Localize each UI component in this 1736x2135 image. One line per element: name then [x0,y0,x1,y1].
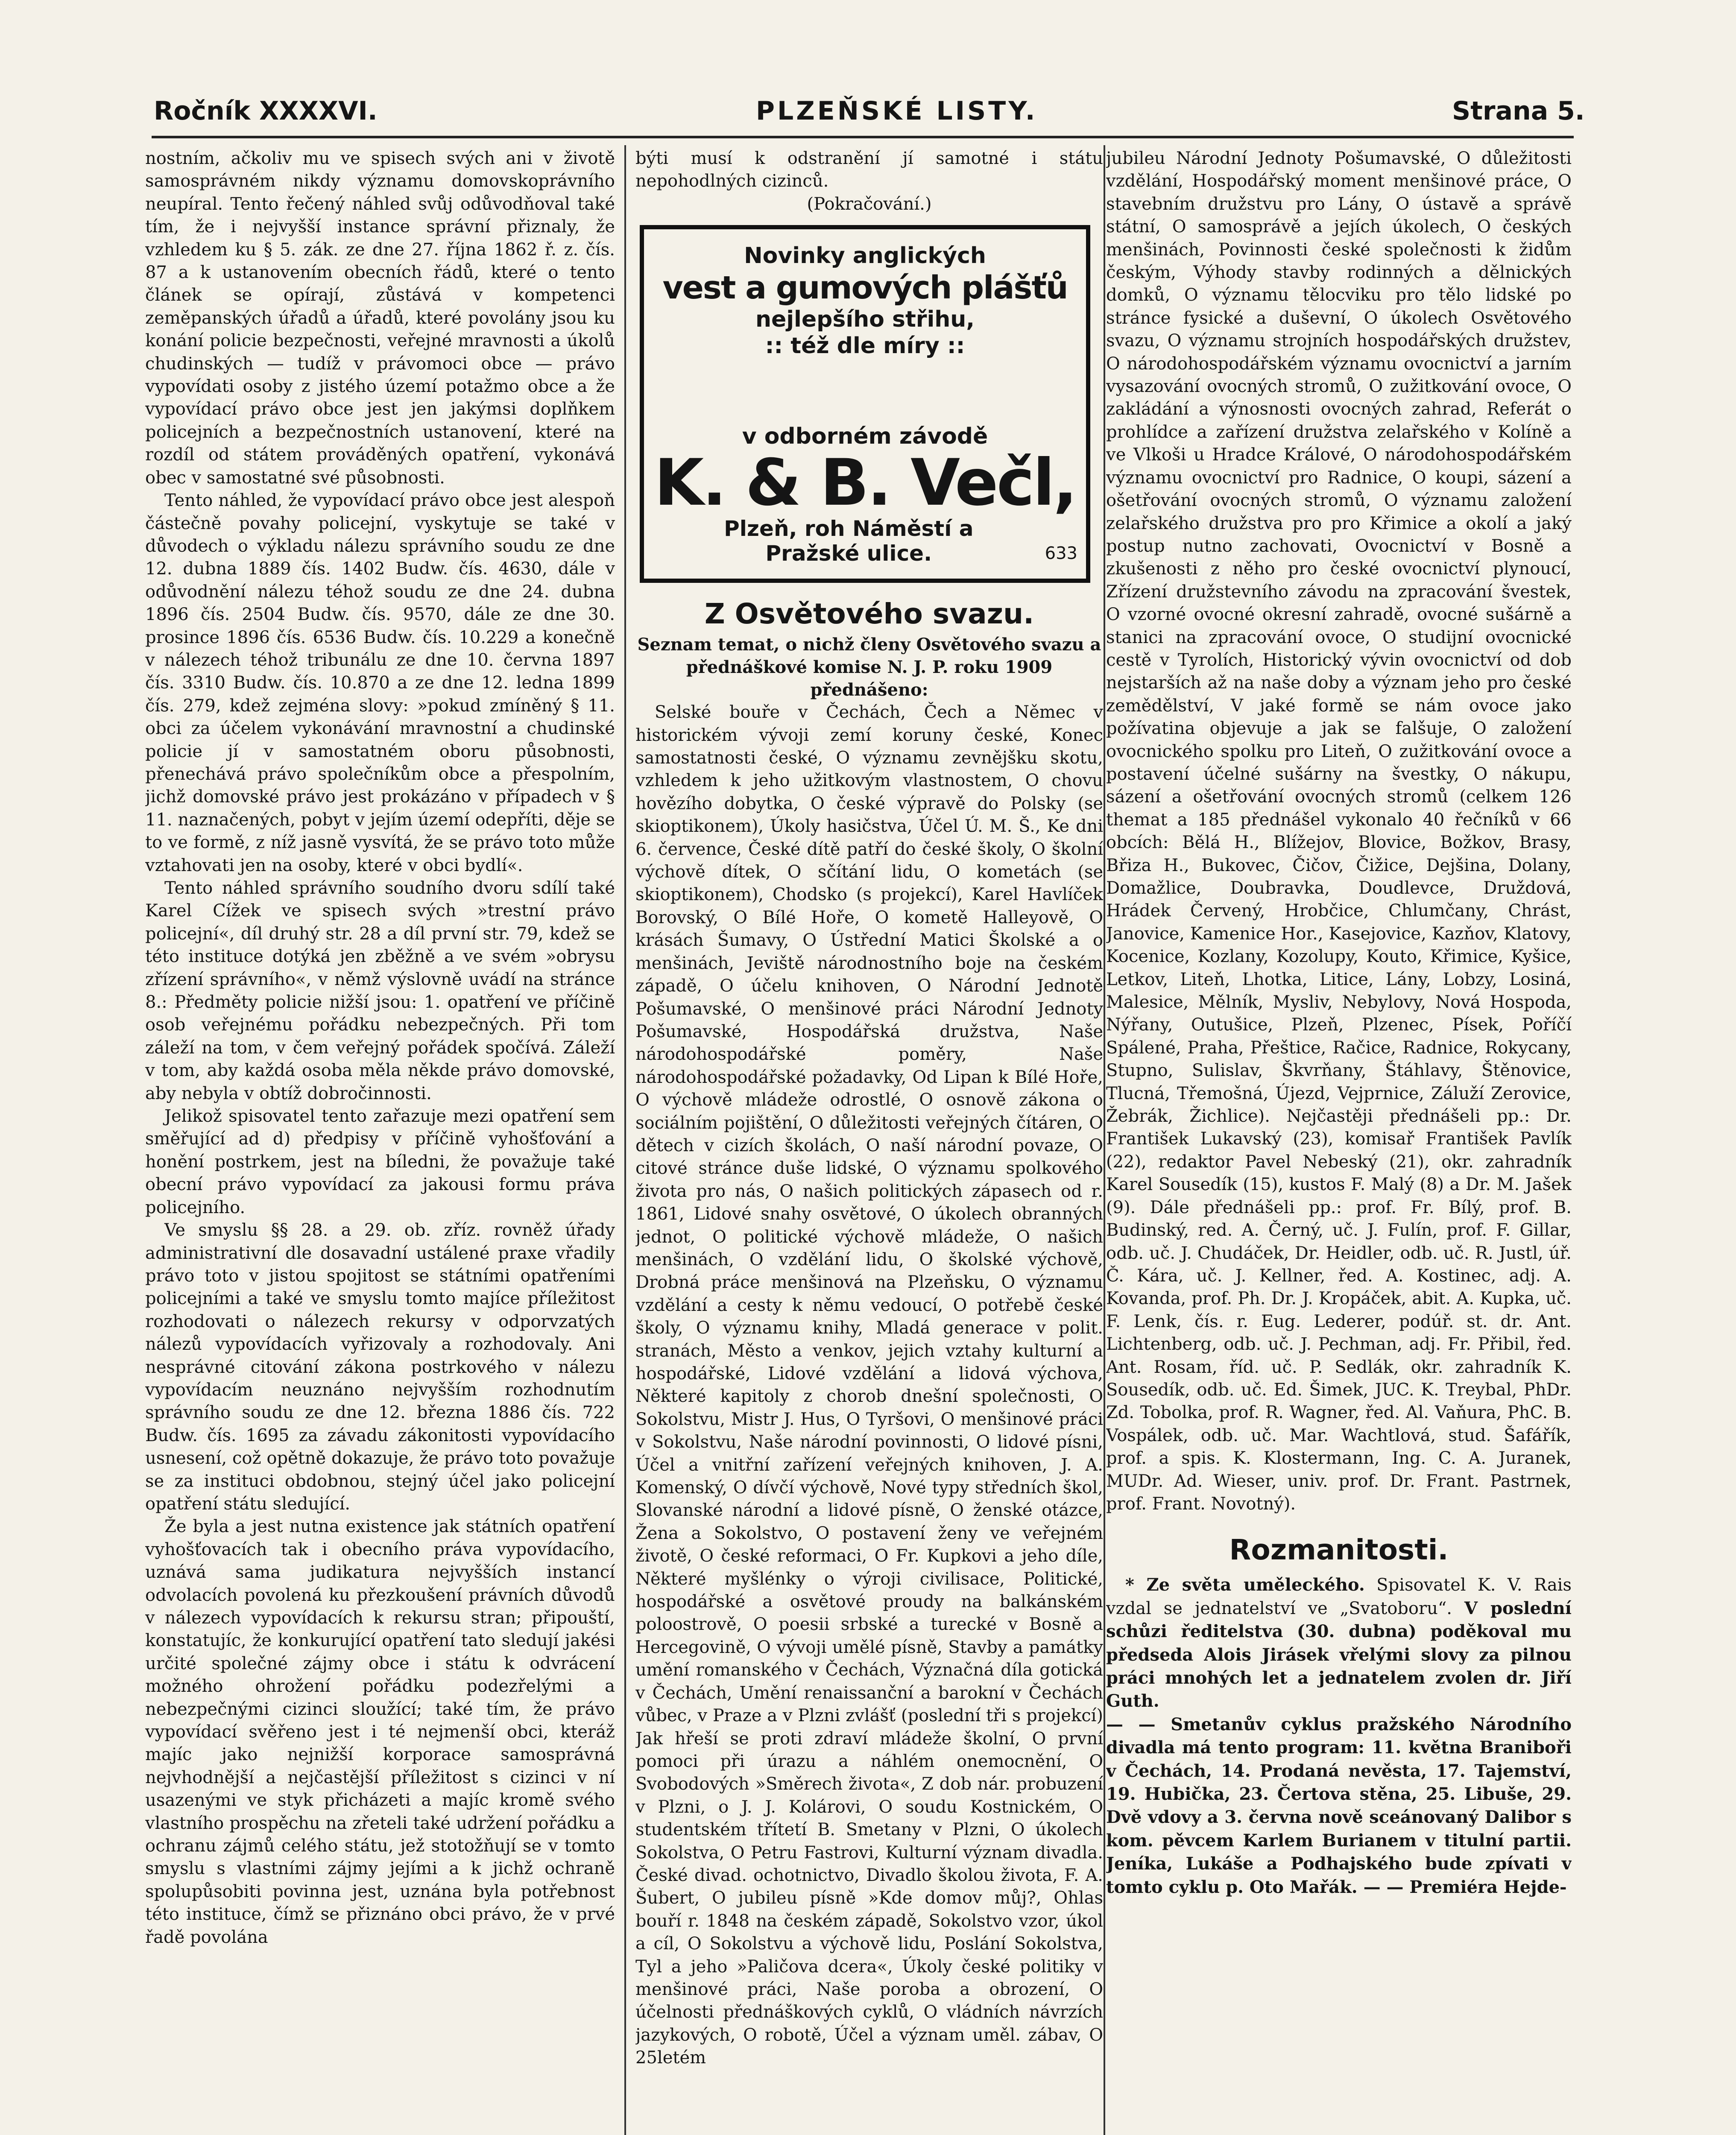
ad-line: nejlepšího střihu, [755,307,975,333]
header-rule [152,136,1574,138]
column-2 [635,147,1103,2135]
ad-line: v odborném závodě [742,424,988,450]
article-paragraph: Tento náhled, že vypovídací právo obce jest alespoň částečně povahy policejní, vyskytuje se také v důvodech o výkladu nálezu správního soudu ze dne 12. dubna 1889 čís. 1402 Budw. čís. 4630, dále v odůvodnění nálezu téhož soudu ze dne 24. dubna 1896 čís. 2504 Budw. čís. 9570, dále ze dne 30. prosince 1896 čís. 6536 Budw. čís. 10.229 a konečně v nálezech téhož tribunálu ze dne 10. června 1897 čís. 3310 Budw. čís. 10.870 a ze dne 12. ledna 1899 čís. 279, kdež zejména slovy: »pokud zmíněný § 11. obci za účelem vykonávání mravnostní a chudinské policie jí v samostatném oboru působnosti, přenechává právo společníkům obce a přespolním, jichž domovské právo jest prokázáno v případech v § 11. naznačených, pobyt v jejím území odepříti, děje se to ve formě, z níž jasně vysvítá, že se právo toto může vztahovati jen na osoby, které v obci bydlí«. [145,491,615,875]
article-paragraph: býti musí k odstranění jí samotné i státu nepohodlných cizinců. [635,149,1103,191]
section-title: Z Osvětového svazu. [704,597,1034,631]
section-subtitle: Seznam temat, o nichž členy Osvětového svazu a přednáškové komise N. J. P. roku 1909 přednášeno: [637,635,1101,700]
section-title-miscellany: Rozmanitosti. [1229,1533,1449,1567]
column-divider-1 [624,145,626,2135]
miscellany-item [1106,1573,1572,1713]
advertisement-box [640,225,1090,583]
ad-headline: vest a gumových plášťů [662,269,1068,307]
article-paragraph: Jelikož spisovatel tento zařazuje mezi opatření sem směřující ad d) předpisy v příčině vyhošťování a honění postrkem, jest na bíledni, že považuje také obecní právo vypovídací za jakousi formu práva policejního. [145,1106,615,1217]
miscellany-text: — — Smetanův cyklus pražského Národního divadla má tento program: 11. května Braniboři v Čechách, 14. Prodaná nevěsta, 17. Tajemství, 19. Hubička, 23. Čertova stěna, 25. Libuše, 29. Dvě vdovy a 3. června nově sceánovaný Dalibor s kom. pěvcem Karlem Burianem v titulní partii. Jeníka, Lukáše a Podhajského bude zpívati v tomto cyklu p. Oto Mařák. — — Premiéra Hejde- [1106,1714,1572,1897]
lecture-topics-list: Selské bouře v Čechách, Čech a Němec v historickém vývoji zemí koruny české, Konec samostatnosti české, O významu zevnějšku skotu, vzhledem k jeho užitkovým vlastnostem, O chovu hovězího dobytka, O české výpravě do Polsky (se skioptikonem), Úkoly hasičstva, Účel Ú. M. Š., Ke dni 6. července, České dítě patří do české školy, O školní výchově dítek, O sčítání lidu, O kometách (se skioptikonem), Chodsko (s projekcí), Karel Havlíček Borovský, O Bílé Hoře, O kometě Halleyově, O krásách Šumavy, O Ústřední Matici Školské a o menšinách, Jeviště národnostního boje na českém západě, O účelu knihoven, O Národní Jednotě Pošumavské, O menšinové práci Národní Jednoty Pošumavské, Hospodářská družstva, Naše národohospodářské poměry, Naše národohospodářské požadavky, Od Lipan k Bílé Hoře, O výchově mládeže odrostlé, O osnově zákona o sociálním pojištění, O důležitosti veřejných čítáren, O dětech v cizích školách, O naší národní povaze, O citové stránce duše lidské, O významu spolkového života pro nás, O našich politických zápasech od r. 1861, Lidové snahy osvětové, O úkolech obranných jednot, O politické výchově mládeže, O našich menšinách, O vzdělání lidu, O školské výchově, Drobná práce menšinová na Plzeňsku, O významu vzdělání a cesty k němu vedoucí, O potřebě české školy, O významu knihy, Mladá generace v polit. stranách, Město a venkov, jejich vztahy kulturní a hospodářské, Lidové vzdělání a lidová výchova, Některé kapitoly z chorob dnešní společnosti, O Sokolstvu, Mistr J. Hus, O Tyršovi, O menšinové práci v Sokolstvu, Naše národní povinnosti, O lidové písni, Účel a vnitřní zařízení veřejných knihoven, J. A. Komenský, O dívčí výchově, Nové typy středních škol, Slovanské národní a lidové písně, O ženské otázce, Žena a Sokolstvo, O postavení ženy ve veřejném životě, O české reformaci, O Fr. Kupkovi a jeho díle, Některé myšlénky o výroji civilisace, Politické, hospodářské a osvětové proudy na balkánském poloostrově, O poesii srbské a turecké v Bosně a Hercegovině, O vývoji umělé písně, Stavby a památky umění romanského v Čechách, Význačná díla gotická v Čechách, Umění renaissanční a barokní v Čechách vůbec, v Praze a v Plzni zvlášť (poslední tři s projekcí) Jak hřeší se proti zdraví mládeže školní, O první pomoci při úrazu a náhlém onemocnění, O Svobodových »Směrech života«, Z dob nár. probuzení v Plzni, o J. J. Kolárovi, O soudu Kostnickém, O studentském třítetí B. Smetany v Plzni, O úkolech Sokolstva, O Petru Fastrovi, Kulturní význam divadla. České divad. ochotnictvo, Divadlo školou života, F. A. Šubert, O jubileu písně »Kde domov můj?, Ohlas bouří r. 1848 na českém západě, Sokolstvo vzor, úkol a cíl, O Sokolstvu a výchově lidu, Poslání Sokolstva, Tyl a jeho »Paličova dcera«, Úkoly české politiky v menšinové práci, Naše poroba a obrození, O účelnosti přednáškových cyklů, O vládních návrzích jazykových, O robotě, Účel a význam uměl. zábav, O 25letém [635,702,1103,2068]
lecture-topics-continued: jubileu Národní Jednoty Pošumavské, O důležitosti vzdělání, Hospodářský moment menšinové práce, O stavebním družstvu pro Lány, O ústavě a správě státní, O samosprávě a jejích úkolech, O českých menšinách, Povinnosti české společnosti k židům českým, Výhody stavby rodinných a dělnických domků, O významu tělocviku pro tělo lidské po stránce fysické a duševní, O úkolech Osvětového svazu, O významu strojních hospodářských družstev, O národohospodářském významu ovocnictví a jarním vysazování ovocných stromů, O zužitkování ovoce, O zakládání a výnosnosti ovocných zahrad, Referát o prohlídce a zařízení družstva zelařského v Kolíně a ve Vlkoši u Hradce Králové, O národohospodářském významu ovocnictví pro Radnice, O koupi, sázení a ošetřování ovocných stromů, O významu založení zelařského družstva pro pro Křimice a okolí a jaký postup nutno zachovati, Ovocnictví v Bosně a zkušenosti z něho pro české ovocnictví plynoucí, Zřízení družstevního závodu na zpracování švestek, O vzorné ovocné okresní zahradě, ovocné sušárně a stanici na zpracování ovoce, O studijní ovocnické cestě v Tyrolích, Historický vývin ovocnictví od dob nejstarších až na naše doby a význam jeho pro české zemědělství, V jaké formě se nám ovoce jako požívatina objevuje a jak se falšuje, O založení ovocnického spolku pro Liteň, O zužitkování ovoce a postavení účelné sušárny na švestky, O nákupu, sázení a ošetřování ovocných stromů (celkem 126 themat a 185 přednášel vykonalo 40 řečníků v 66 obcích: Bělá H., Blížejov, Blovice, Božkov, Brasy, Břiza H., Bukovec, Čičov, Čižice, Dejšina, Dolany, Domažlice, Doubravka, Doudlevce, Druždová, Hrádek Červený, Hrobčice, Chlumčany, Chrást, Janovice, Kamenice Hor., Kasejovice, Kazňov, Klatovy, Kocenice, Kozlany, Kozolupy, Kouto, Křimice, Kyšice, Letkov, Liteň, Lhotka, Litice, Lány, Lobzy, Losiná, Malesice, Mělník, Mysliv, Nebylovy, Nová Hospoda, Nýřany, Outušice, Plzeň, Plzenec, Písek, Poříčí Spálené, Praha, Přeštice, Račice, Radnice, Rokycany, Stupno, Sulislav, Škvrňany, Štáhlavy, Štěnovice, Tlucná, Třemošná, Újezd, Vejprnice, Záluží Zerovice, Žebrák, Žichlice). Nejčastěji přednášeli pp.: Dr. František Lukavský (23), komisař František Pavlík (22), redaktor Pavel Nebeský (21), okr. zahradník Karel Sousedík (15), kustos F. Malý (8) a Dr. M. Jašek (9). Dále přednášeli pp.: prof. Fr. Bílý, prof. B. Budinský, red. A. Černý, uč. J. Fulín, prof. F. Gillar, odb. uč. J. Chudáček, Dr. Heidler, odb. uč. R. Justl, úř. Č. Kára, uč. J. Kellner, řed. A. Kostinec, adj. A. Kovanda, prof. Ph. Dr. J. Kropáček, abit. A. Kupka, uč. F. Lenk, čís. r. Eug. Lederer, podúř. st. dr. Ant. Lichtenberg, odb. uč. J. Pechman, adj. Fr. Přibil, řed. Ant. Rosam, říd. uč. P. Sedlák, okr. zahradník K. Sousedík, odb. uč. Ed. Šimek, JUC. K. Treybal, PhDr. Zd. Tobolka, prof. R. Wagner, řed. Al. Vaňura, PhC. B. Vospálek, odb. uč. Mar. Wachtlová, stud. Šafářík, prof. a spis. K. Klostermann, Ing. C. A. Juranek, MUDr. Ad. Wieser, univ. prof. Dr. Frant. Pastrnek, prof. Frant. Novotný). [1106,149,1572,1514]
column-1 [145,147,615,2135]
page-number: Strana 5. [1452,96,1585,126]
column-divider-2 [1104,145,1105,2135]
miscellany-heading: * Ze světa uměleckého. [1125,1575,1365,1595]
miscellany-text: Spisovatel K. V. Rais vzdal se jednatelství ve „Svatoboru“. [1106,1575,1572,1618]
masthead-title: PLZEŇSKÉ LISTY. [756,96,1038,126]
ad-number: 633 [1045,544,1077,564]
ad-address: Pražské ulice. [765,541,932,566]
volume-label: Ročník XXXXVI. [154,96,378,126]
miscellany-text: V poslední schůzi ředitelstva (30. dubna) poděkoval mu předseda Alois Jirásek vřelými slovy za pilnou práci mnohých let a jednatelem zvolen dr. Jiří Guth. [1106,1598,1572,1711]
ad-address: Plzeň, roh Náměstí a [724,516,974,541]
ad-line: :: též dle míry :: [765,333,965,359]
article-paragraph: nostním, ačkoliv mu ve spisech svých ani v životě samosprávném nikdy významu domovskoprávního neupíral. Tento řečený náhled svůj odůvodňoval také tím, že i nejvyšší instance správní přiznaly, že vzhledem ku § 5. zák. ze dne 27. října 1862 ř. z. čís. 87 a k ustanovením obecních řádů, které o tento článek se opírají, zůstává v kompetenci zeměpanských úřadů a úřadů, které povolány jsou ku konání policie bezpečnosti, veřejné mravnosti a úkolů chudinských — tudíž v právomoci obce — právo vypovídati osoby z jistého území potažmo obce a že vypovídací právo obce jest jen jakýmsi doplňkem policejních a bezpečnostních ustanovení, které na rozdíl od státem prováděných opatření, vykonává obec v samostatné své působnosti. [145,149,615,488]
article-paragraph: Ve smyslu §§ 28. a 29. ob. zříz. rovněž úřady administrativní dle dosavadní ustálené praxe vřadily právo toto v jistou spojitost se státními opatřeními policejními a také ve smyslu tomto majíce příležitost rozhodovati o nálezech rekursy v odporvzatých nálezů vypovídacích vyřizovaly a rozhodovaly. Ani nesprávné citování zákona postrkového v nálezu vypovídacím neuznáno nejvyšším rozhodnutím správního soudu ze dne 12. března 1886 čís. 722 Budw. čís. 1695 za závadu zákonitosti vypovídacího usnesení, což opětně dokazuje, že právo toto považuje se za instituci obdobnou, stejný účel jako policejní opatření státu sledující. [145,1220,615,1514]
miscellany-item [1106,1713,1572,1899]
article-paragraph: Že byla a jest nutna existence jak státních opatření vyhošťovacích tak i obecního práva vypovídacího, uznává sama judikatura nejvyšších instancí odvolacích povolená ku přezkoušení právních důvodů v nálezech vypovídacích k rekursu stran; připouští, konstatujíc, že konkurující opatření tato sledují jakési určité společné zájmy obce i státu k odvrácení možného ohrožení pořádku podezřelými a nebezpečnými cizinci sloužící; také tím, že právo vypovídací svěřeno jest i té nejmenší obci, kteráž majíc jako nejnižší korporace samosprávná nejvhodnější a nejčastější příležitost s cizinci v ní usazenými ve styk přicházeti a majíc kromě svého vlastního prospěchu na zřeteli také udržení pořádku a ochranu zájmů celého státu, jež stotožňují se v tomto smyslu s vlastními zájmy jejími a k jichž ochraně spolupůsobiti povinna jest, uznána byla potřebnost této instituce, čímž se přiznáno obci právo, že v prvé řadě povolána [145,1517,615,1947]
article-paragraph: Tento náhled správního soudního dvoru sdílí také Karel Cížek ve spisech svých »trestní právo policejní«, díl druhý str. 28 a díl první str. 79, kdež se této instituce dotýká jen zběžně a ve svém »obrysu zřízení správního«, v němž výslovně uvádí na stránce 8.: Předměty policie nižší jsou: 1. opatření ve příčině osob veřejnému pořádku nebezpečných. Při tom záleží na tom, v čem veřejný pořádek spočívá. Záleží v tom, aby každá osoba měla někde právo domovské, aby nebyla v obtíž dobročinnosti. [145,878,615,1103]
ad-firm-name: K. & B. Večl, [654,446,1076,521]
continued-note: (Pokračování.) [807,194,932,214]
column-3 [1106,147,1572,2135]
ad-line: Novinky anglických [744,243,986,269]
